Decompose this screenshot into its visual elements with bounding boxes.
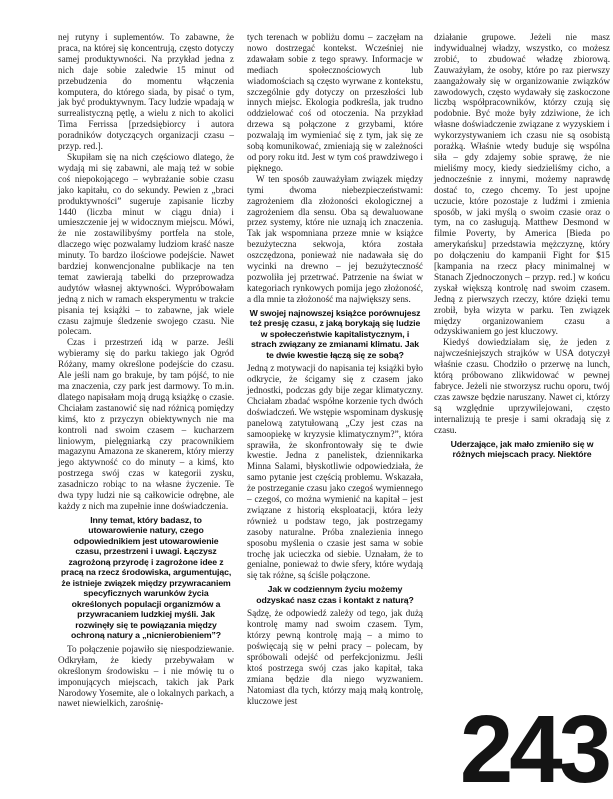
interview-question: W swojej najnowszej książce porównujesz też presję czasu, z jaką borykają się ludzie w społeczeństwie kapitalistycznym, i strach związany ze zmianami klimatu. Jak te dwie kwestie łączą się ze sobą? (249, 307, 421, 360)
paragraph: Sądzę, że odpowiedź zależy od tego, jak dużą kontrolę mamy nad swoim czasem. Tym, którzy pewną kontrolę mają – a mimo to poświęcają się w pełni pracy – polecam, by spróbowali odejść od perfekcjonizmu. Jeśli ktoś postrzega swój czas jako kapitał, taka zmiana będzie dla niego wyzwaniem. Natomiast dla tych, którzy mają małą kontrolę, kluczowe jest (247, 608, 423, 706)
interview-question: Jak w codziennym życiu możemy odzyskać nasz czas i kontakt z naturą? (256, 584, 414, 605)
paragraph: Czas i przestrzeń idą w parze. Jeśli wybieramy się do parku takiego jak Ogród Różany, mamy określone podejście do czasu. Ale jeśli nam go brakuje, by tam pójść, to nie ma znaczenia, czy park jest darmowy. To m.in. dlatego napisałam moją drugą książkę o czasie. Chciałam zastanowić się nad różnicą pomiędzy kimś, kto z przyczyn obiektywnych nie ma kontroli nad swoim czasem – kucharzem liniowym, pielęgniarką czy pracownikiem magazynu Amazona ze skanerem, który mierzy jego aktywność co do minuty – a kimś, kto postrzega swój czas w kategorii zysku, zasadniczo robiąc to na własne życzenie. Te dwa typy ludzi nie są całkowicie odrębne, ale każdy z nich ma zupełnie inne doświadczenia. (58, 337, 234, 511)
interview-question: Uderzające, jak mało zmieniło się w różnych miejscach pracy. Niektóre (450, 438, 594, 460)
page-number: 243 (459, 696, 608, 799)
text-column-1 (58, 32, 234, 709)
interview-question: Inny temat, który badasz, to utowarowienie natury, czego odpowiednikiem jest utowarowienie czasu, przestrzeni i uwagi. Łączysz zagrożoną przyrodę i zagrożone idee z pracą na rzecz środowiska, argumentując, że istnieje związek między przywracaniem specyficznych warunków życia określonych populacji organizmów a przywracaniem ludzkiej myśli. Jak rozwinęły się te powiązania między ochroną natury a „nicnierobieniem”? (60, 514, 232, 641)
paragraph: Kiedyś dowiedziałam się, że jeden z najwcześniejszych strajków w USA dotyczył właśnie czasu. Chodziło o przerwę na lunch, którą próbowano zlikwidować w pewnej fabryce. Jeżeli nie stworzysz ruchu oporu, twój czas zawsze będzie naruszany. Nawet ci, którzy są względnie uprzywilejowani, często internalizują te presje i sami okradają się z czasu. (434, 337, 610, 435)
paragraph: nej rutyny i suplementów. To zabawne, że praca, na której się koncentrują, często dotyczy samej produktywności. Na przykład jedna z nich daje sobie zaledwie 15 minut od przebudzenia do momentu włączenia komputera, do którego siada, by pisać o tym, jak być produktywnym. Tacy ludzie wpadają w surrealistyczną pętlę, a wielu z nich to akolici Tima Ferrissa [przedsiębiorcy i autora poradników dotyczących organizacji czasu – przyp. red.]. (58, 32, 234, 152)
paragraph: działanie grupowe. Jeżeli nie masz indywidualnej władzy, wszystko, co możesz zrobić, to zbudować władzę zbiorową. Zauważyłam, że osoby, które po raz pierwszy zaangażowały się w organizowanie związków zawodowych, często wydawały się zaskoczone liczbą współpracowników, którzy czują się podobnie. Być może były zdziwione, że ich własne doświadczenie związane z wyzyskiem i wykorzystywaniem ich czasu nie są osobistą porażką. Właśnie wtedy buduje się wspólna siła – gdy zdajemy sobie sprawę, że nie mieliśmy mocy, kiedy siedzieliśmy cicho, a jednocześnie z innymi, możemy naprawdę dostać to, czego chcemy. To jest upojne uczucie, które pozostaje z ludźmi i zmienia sposób, w jaki myślą o swoim czasie oraz o tym, na co zasługują. Matthew Desmond w filmie Poverty, by America [Bieda po amerykańsku] przedstawia mężczyznę, który po dołączeniu do kampanii Fight for $15 [kampania na rzecz płacy minimalnej w Stanach Zjednoczonych – przyp. red.] w końcu zyskał większą kontrolę nad swoim czasem. Jedną z pierwszych rzeczy, które dzięki temu zrobił, była wizyta w parku. Ten związek między organizowaniem czasu a odzyskiwaniem go jest kluczowy. (434, 32, 610, 337)
paragraph: Jedną z motywacji do napisania tej książki było odkrycie, że ścigamy się z czasem jako jednostki, podczas gdy bije zegar klimatyczny. Chciałam zbadać współne korzenie tych dwóch doświadczeń. We wstępie wspominam dyskusję panelową zatytułowaną „Czy jest czas na samoopiekę w kryzysie klimatycznym?”, która sprawiła, że skonfrontowały się te dwie kwestie. Jedna z panelistek, dziennikarka Minna Salami, błyskotliwie odpowiedziała, że samo pytanie jest częścią problemu. Wskazała, że postrzeganie czasu jako czegoś wymiennego – czegoś, co można wymienić na kapitał – jest związane z historią eksploatacji, która leży również u podstaw tego, jak postrzegamy zasoby naturalne. Próba znalezienia innego sposobu myślenia o czasie jest sama w sobie trochę jak ucieczka od siebie. Uznałam, że to genialne, ponieważ to dwie sfery, które wydają się tak różne, są ściśle połączone. (247, 363, 423, 581)
paragraph: tych terenach w pobliżu domu – zaczęłam na nowo dostrzegać kontekst. Wcześniej nie zdawałam sobie z tego sprawy. Informacje w mediach społecznościowych lub wiadomościach są często wyrwane z kontekstu, szczególnie gdy dotyczy on przeszłości lub innych miejsc. Ekologia podkreśla, jak trudno oddzielować coś od otoczenia. Na przykład drzewa są połączone z grzybami, które pozwalają im wymieniać się z tym, jak się ze sobą komunikować, zmieniają się w zależności od pory roku itd. Jest w tym coś prawdziwego i pięknego. (247, 32, 423, 173)
paragraph: W ten sposób zauważyłam związek między tymi dwoma niebezpieczeństwami: zagrożeniem dla złożoności ekologicznej a zagrożeniem dla sensu. Oba są dewaluowane przez systemy, które nie uznają ich znaczenia. Tak jak wspomniana przeze mnie w książce bezużyteczna sekwoja, która została oszczędzona, ponieważ nie nadawała się do wycinki na drewno – jej bezużyteczność pozwoliła jej przetrwać. Patrzenie na świat w kategoriach rynkowych pomija jego złożoność, a dla mnie ta złożoność ma największy sens. (247, 173, 423, 304)
text-column-2 (247, 32, 423, 706)
paragraph: To połączenie pojawiło się niespodziewanie. Odkryłam, że kiedy przebywałam w określonym środowisku – i nie mówię tu o imponujących miejscach, takich jak Park Narodowy Yosemite, ale o lokalnych parkach, a nawet niewielkich, zarośnię- (58, 643, 234, 709)
text-column-3 (434, 32, 610, 463)
paragraph: Skupiłam się na nich częściowo dlatego, że wydają mi się zabawni, ale mają też w sobie coś niepokojącego – wybrażanie sobie czasu jako kapitału, co do sekundy. Pewien z „braci produktywności” sugeruje zapisanie liczby 1440 (liczba minut w ciągu dnia) i umieszczenie jej w widocznym miejscu. Mówi, że nie zostawilibyśmy portfela na stole, dlaczego więc pozwalamy ludziom kraść nasze minuty. To bardzo ilościowe podejście. Nawet bardziej konwencjonalne publikacje na ten temat zawierają tabelki do przeprowadza audytów własnej aktywności. Wypróbowałam jedną z nich w ramach eksperymentu w trakcie pisania tej książki – to zabawne, jak wiele czasu zajmuje śledzenie swojego czasu. Nie polecam. (58, 151, 234, 337)
